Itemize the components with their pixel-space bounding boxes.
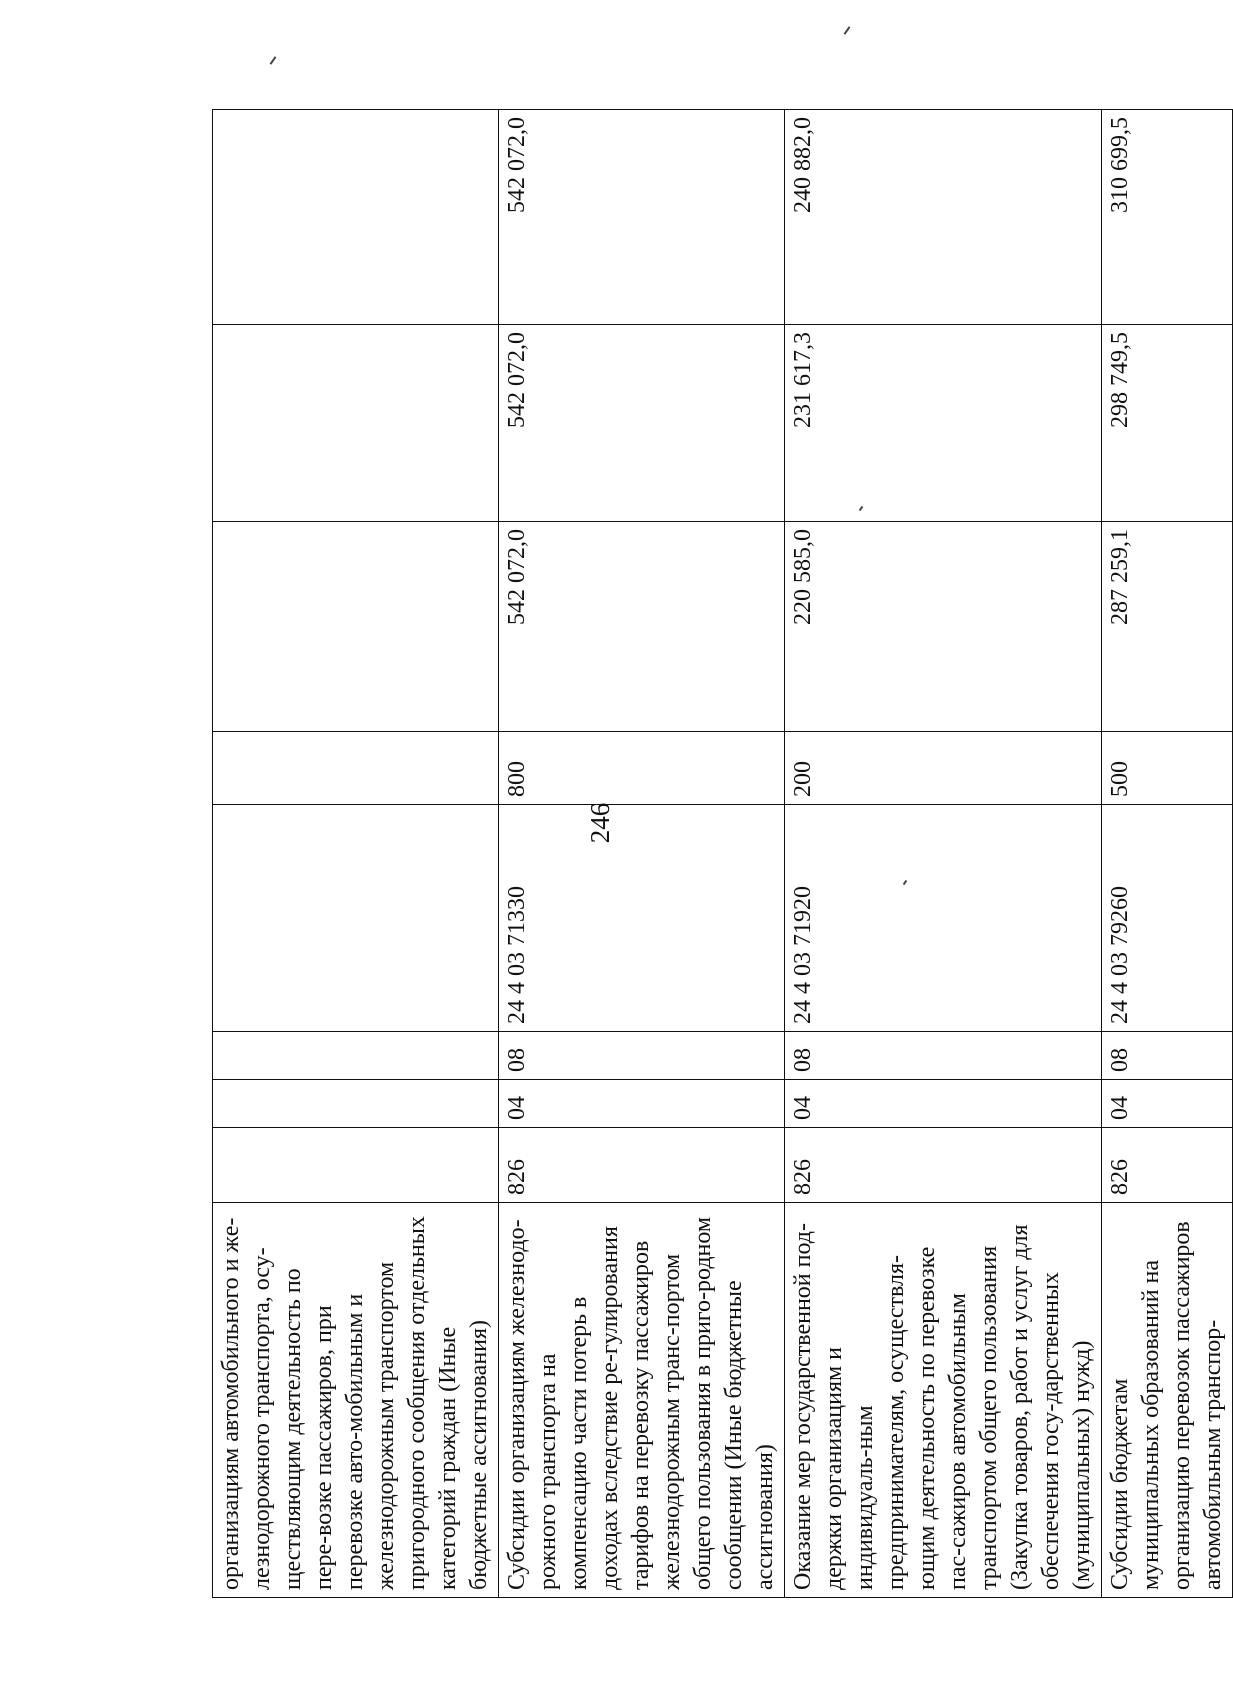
subsection-code: 08	[499, 1032, 785, 1080]
row-description: Субсидии бюджетам муниципальных образований на организацию перевозок пассажиров автомобильным транспор-	[1102, 1203, 1233, 1598]
section-code: 04	[499, 1080, 785, 1128]
expense-type-code: 800	[499, 732, 785, 805]
ministry-code: 826	[499, 1128, 785, 1203]
table-row	[785, 110, 1102, 1598]
table-row	[1102, 110, 1233, 1598]
amount-year-2	[213, 325, 499, 522]
scan-speck	[270, 56, 277, 65]
row-description: организациям автомобильного и же-лезнодорожного транспорта, осу-ществляющим деятельность по пере-возке пассажиров, при перевозке авто-мобильным и железнодорожным транспортом пригородного сообщения отдельных категорий граждан (Иные бюджетные ассигнования)	[213, 1203, 499, 1598]
amount-year-1	[213, 522, 499, 732]
ministry-code	[213, 1128, 499, 1203]
amount-year-1: 542 072,0	[499, 522, 785, 732]
table-row	[499, 110, 785, 1598]
amount-year-1: 220 585,0	[785, 522, 1102, 732]
amount-year-2: 298 749,5	[1102, 325, 1233, 522]
table-row	[213, 110, 499, 1598]
target-article-code: 24 4 03 79260	[1102, 805, 1233, 1032]
section-code: 04	[1102, 1080, 1233, 1128]
row-description: Оказание мер государственной под-держки организациям и индивидуаль-ным предпринимателям, осуществля-ющим деятельность по перевозке пас-сажиров автомобильным транспортом общего пользования (Закупка товаров, работ и услуг для обеспечения госу-дарственных (муниципальных) нужд)	[785, 1203, 1102, 1598]
amount-year-3: 542 072,0	[499, 110, 785, 325]
row-description: Субсидии организациям железнодо-рожного транспорта на компенсацию части потерь в доходах вследствие ре-гулирования тарифов на перевозку пассажиров железнодорожным транс-портом общего пользования в приго-родном сообщении (Иные бюджетные ассигнования)	[499, 1203, 785, 1598]
target-article-code: 24 4 03 71920	[785, 805, 1102, 1032]
budget-table	[212, 109, 1233, 1598]
section-code: 04	[785, 1080, 1102, 1128]
expense-type-code: 200	[785, 732, 1102, 805]
ministry-code: 826	[785, 1128, 1102, 1203]
amount-year-2: 231 617,3	[785, 325, 1102, 522]
expense-type-code	[213, 732, 499, 805]
subsection-code	[213, 1032, 499, 1080]
target-article-code: 24 4 03 71330	[499, 805, 785, 1032]
page-number: 246	[585, 802, 615, 844]
ministry-code: 826	[1102, 1128, 1233, 1203]
section-code	[213, 1080, 499, 1128]
amount-year-3	[213, 110, 499, 325]
subsection-code: 08	[785, 1032, 1102, 1080]
amount-year-3: 310 699,5	[1102, 110, 1233, 325]
scan-speck	[844, 26, 851, 35]
amount-year-2: 542 072,0	[499, 325, 785, 522]
subsection-code: 08	[1102, 1032, 1233, 1080]
amount-year-3: 240 882,0	[785, 110, 1102, 325]
rotated-table-wrapper	[212, 110, 1226, 1598]
expense-type-code: 500	[1102, 732, 1233, 805]
target-article-code	[213, 805, 499, 1032]
amount-year-1: 287 259,1	[1102, 522, 1233, 732]
